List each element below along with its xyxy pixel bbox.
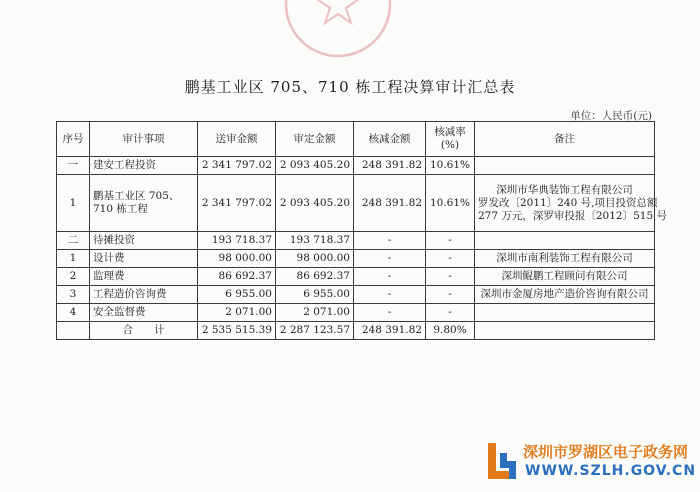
row-item: 监理费 [90, 268, 198, 286]
website-url: WWW.SZLH.GOV.CN [525, 463, 697, 479]
lh-logo-icon [485, 441, 521, 481]
document-title: 鹏基工业区 705、710 栋工程决算审计汇总表 [184, 78, 516, 96]
total-row [57, 322, 655, 340]
row-no: 1 [57, 175, 90, 232]
row-reduced: 248 391.82 [354, 157, 426, 175]
total-rate: 9.80% [426, 322, 475, 340]
row-note-line: 罗发改〔2011〕240 号,项目投资总额 [478, 196, 658, 209]
website-watermark [485, 439, 695, 487]
total-approved: 2 287 123.57 [276, 322, 354, 340]
audit-summary-table [56, 121, 667, 340]
row-reduced: - [354, 250, 426, 268]
row-no: 4 [57, 304, 90, 322]
row-reduced: - [354, 304, 426, 322]
row-reduced: 248 391.82 [354, 175, 426, 232]
row-reduced: - [354, 286, 426, 304]
header-note: 备注 [475, 122, 655, 157]
table-row [57, 157, 655, 175]
row-approved: 2 071.00 [276, 304, 354, 322]
header-submitted: 送审金额 [198, 122, 276, 157]
row-submitted: 98 000.00 [198, 250, 276, 268]
row-no: 2 [57, 268, 90, 286]
row-note: 深圳市金厦房地产造价咨询有限公司 [475, 286, 655, 304]
table-row [57, 268, 655, 286]
header-reduced: 核减金额 [354, 122, 426, 157]
total-label: 合 计 [90, 322, 198, 340]
row-submitted: 6 955.00 [198, 286, 276, 304]
row-submitted: 193 718.37 [198, 232, 276, 250]
row-rate: 10.61% [426, 175, 475, 232]
header-rate-label: 核减率 [434, 126, 466, 138]
website-name: 深圳市罗湖区电子政务网 [523, 443, 689, 461]
row-note [475, 175, 667, 232]
row-rate: - [426, 286, 475, 304]
header-item: 审计事项 [90, 122, 198, 157]
row-item: 待摊投资 [90, 232, 198, 250]
row-approved: 98 000.00 [276, 250, 354, 268]
row-note [475, 157, 655, 175]
row-approved: 2 093 405.20 [276, 157, 354, 175]
row-item [90, 175, 198, 232]
table-row [57, 232, 655, 250]
row-no: 一 [57, 157, 90, 175]
table-row [57, 286, 655, 304]
row-note [475, 304, 655, 322]
row-rate: - [426, 250, 475, 268]
row-note [475, 232, 655, 250]
row-no: 1 [57, 250, 90, 268]
row-item: 工程造价咨询费 [90, 286, 198, 304]
row-submitted: 86 692.37 [198, 268, 276, 286]
row-approved: 6 955.00 [276, 286, 354, 304]
row-reduced: - [354, 232, 426, 250]
header-no: 序号 [57, 122, 90, 157]
row-item: 设计费 [90, 250, 198, 268]
total-reduced: 248 391.82 [354, 322, 426, 340]
row-note-line: 深圳市华典装饰工程有限公司 [496, 183, 633, 196]
row-rate: - [426, 268, 475, 286]
row-no: 二 [57, 232, 90, 250]
row-approved: 2 093 405.20 [276, 175, 354, 232]
row-approved: 193 718.37 [276, 232, 354, 250]
row-no: 3 [57, 286, 90, 304]
row-item-line: 鹏基工业区 705、 [93, 190, 180, 202]
row-rate: 10.61% [426, 157, 475, 175]
row-note: 深圳市南利装饰工程有限公司 [475, 250, 655, 268]
table-header-row [57, 122, 655, 157]
table-row [57, 304, 655, 322]
row-item-line: 710 栋工程 [93, 203, 148, 215]
row-note: 深圳鲲鹏工程顾问有限公司 [475, 268, 655, 286]
row-submitted: 2 071.00 [198, 304, 276, 322]
header-rate-unit: (%) [440, 139, 460, 151]
row-approved: 86 692.37 [276, 268, 354, 286]
header-rate [426, 122, 475, 157]
row-item: 安全监督费 [90, 304, 198, 322]
total-no [57, 322, 90, 340]
currency-unit: 单位：人民币(元) [570, 110, 652, 122]
row-item: 建安工程投资 [90, 157, 198, 175]
table-row [57, 250, 655, 268]
header-approved: 审定金额 [276, 122, 354, 157]
total-submitted: 2 535 515.39 [198, 322, 276, 340]
row-rate: - [426, 232, 475, 250]
row-submitted: 2 341 797.02 [198, 157, 276, 175]
row-submitted: 2 341 797.02 [198, 175, 276, 232]
row-note-line: 277 万元，深罗审投报〔2012〕515 号 [478, 209, 667, 222]
row-reduced: - [354, 268, 426, 286]
official-seal-stamp [282, 0, 394, 60]
total-note [475, 322, 655, 340]
table-row [57, 175, 655, 232]
row-rate: - [426, 304, 475, 322]
